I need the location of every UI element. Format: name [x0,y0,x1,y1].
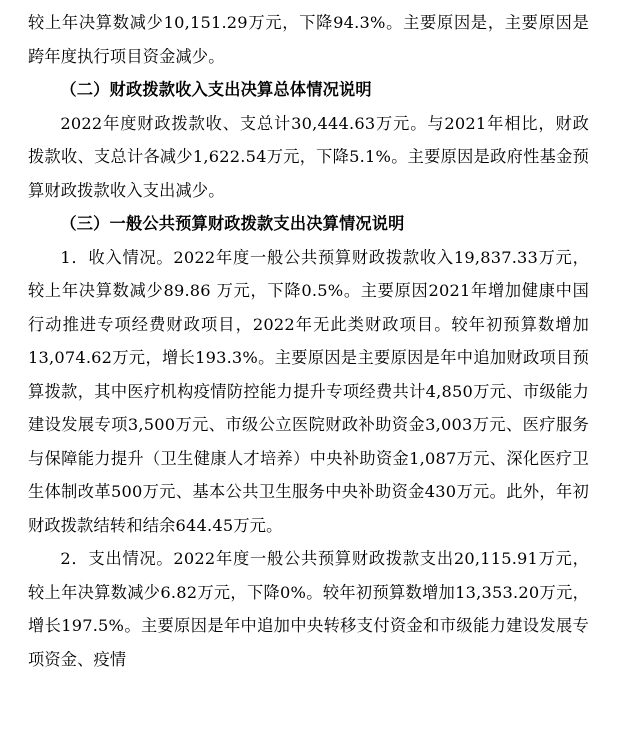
section-3-item-2: 2．支出情况。2022年度一般公共预算财政拨款支出20,115.91万元，较上年决算数减少6.82万元，下降0%。较年初预算数增加13,353.20万元，增长197.5%。主要原因是年中追加中央转移支付资金和市级能力建设发展专项资金、疫情 [28,549,589,669]
section-heading-2: （二）财政拨款收入支出决算总体情况说明 [60,80,372,99]
section-3-item-1: 1．收入情况。2022年度一般公共预算财政拨款收入19,837.33万元，较上年决算数减少89.86 万元，下降0.5%。主要原因2021年增加健康中国行动推进专项经费财政项目，2022年无此类财政项目。较年初预算数增加13,074.62万元，增长193.3%。主要原因是主要原因是年中追加财政项目预算拨款，其中医疗机构疫情防控能力提升专项经费共计4,850万元、市级能力建设发展专项3,500万元、市级公立医院财政补助资金3,003万元、医疗服务与保障能力提升（卫生健康人才培养）中央补助资金1,087万元、深化医疗卫生体制改革500万元、基本公共卫生服务中央补助资金430万元。此外，年初财政拨款结转和结余644.45万元。 [28,247,589,535]
section-2-body: 2022年度财政拨款收、支总计30,444.63万元。与2021年相比，财政拨款收、支总计各减少1,622.54万元，下降5.1%。主要原因是政府性基金预算财政拨款收入支出减少。 [28,113,589,200]
paragraph-continued: 较上年决算数减少10,151.29万元，下降94.3%。主要原因是，主要原因是跨年度执行项目资金减少。 [28,13,589,66]
section-heading-3: （三）一般公共预算财政拨款支出决算情况说明 [60,214,405,233]
